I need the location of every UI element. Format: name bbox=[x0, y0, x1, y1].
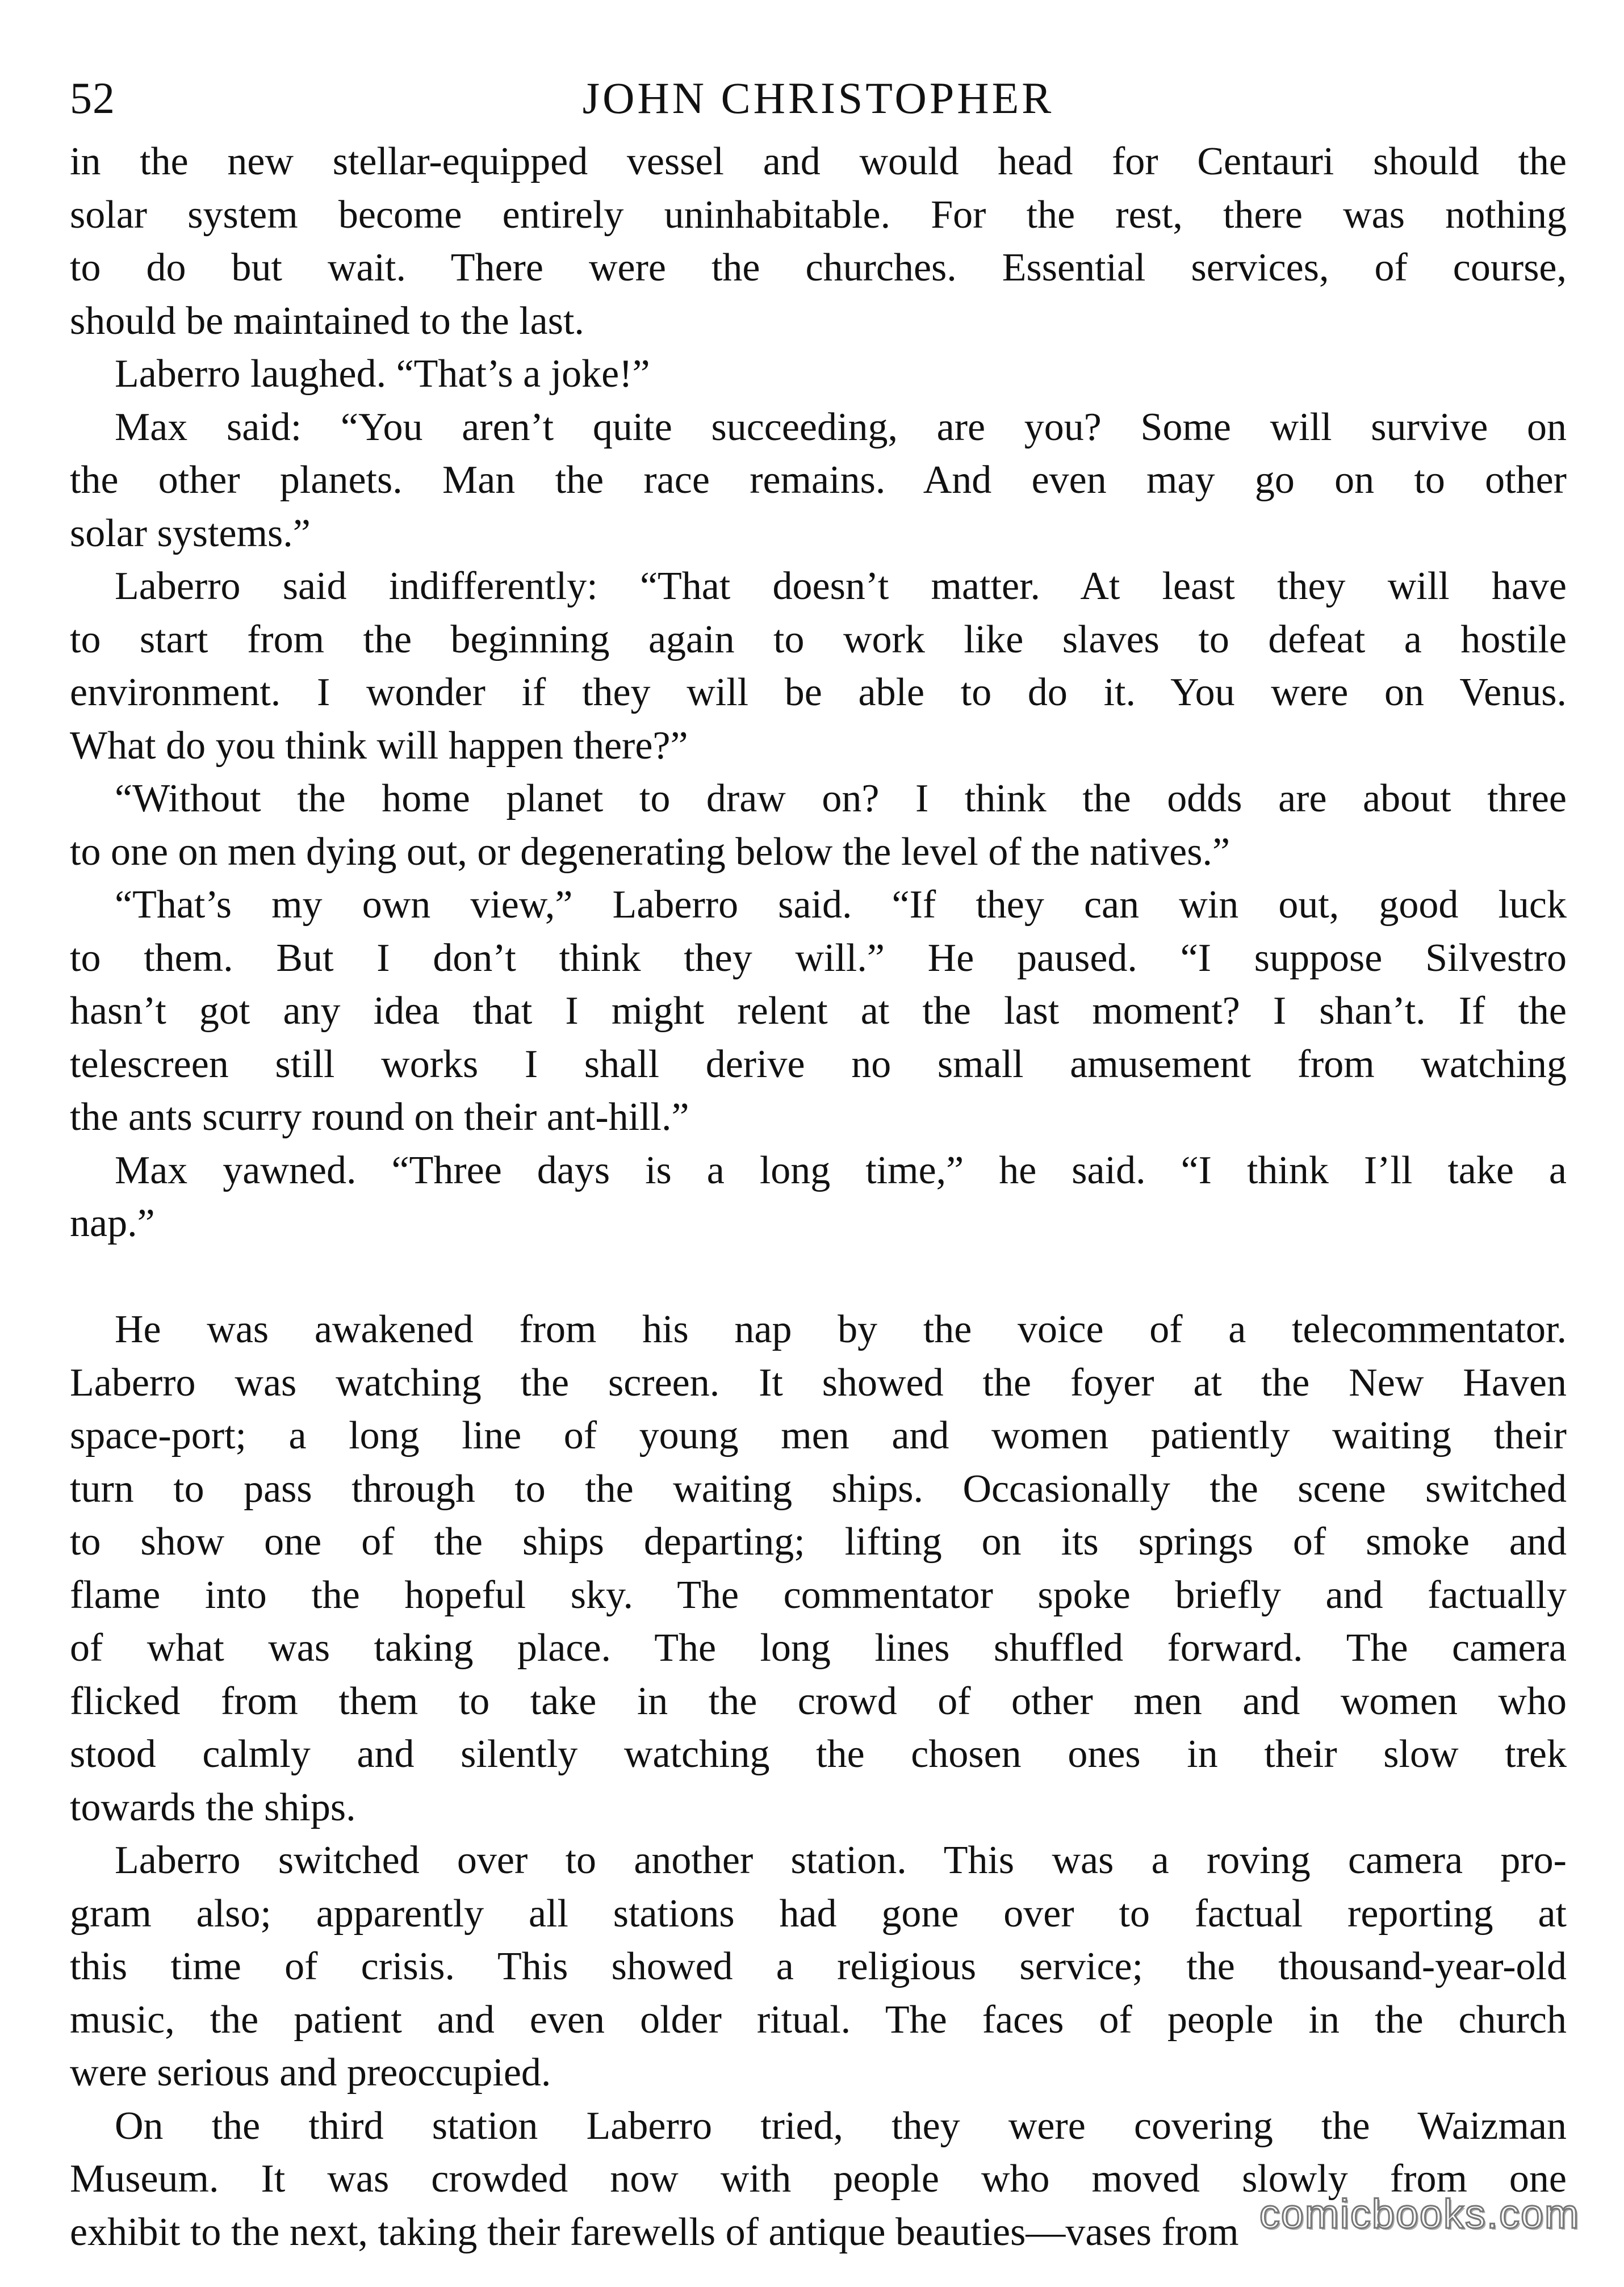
text-line: “That’s my own view,” Laberro said. “If they can win out, good luck bbox=[115, 883, 1567, 927]
text-line: On the third station Laberro tried, they were covering the Waizman bbox=[115, 2104, 1567, 2148]
paragraph bbox=[70, 878, 1567, 1144]
text-line: telescreen still works I shall derive no small amusement from watching bbox=[70, 1042, 1567, 1086]
paragraph bbox=[70, 401, 1567, 560]
text-line: “Without the home planet to draw on? I think the odds are about three bbox=[115, 777, 1567, 820]
text-line: music, the patient and even older ritual. The faces of people in the church bbox=[70, 1997, 1567, 2042]
text-line: the ants scurry round on their ant-hill.” bbox=[70, 1095, 689, 1139]
text-line: in the new stellar-equipped vessel and would head for Centauri should the bbox=[70, 140, 1567, 183]
text-line: to start from the beginning again to work like slaves to defeat a hostile bbox=[70, 617, 1567, 661]
paragraph bbox=[70, 560, 1567, 772]
text-line: the other planets. Man the race remains. And even may go on to other bbox=[70, 458, 1567, 502]
page-number: 52 bbox=[70, 73, 115, 123]
text-line: flicked from them to take in the crowd of other men and women who bbox=[70, 1679, 1567, 1723]
text-line: this time of crisis. This showed a religious service; the thousand-year-old bbox=[70, 1945, 1567, 1988]
text-line: towards the ships. bbox=[70, 1785, 356, 1829]
text-line: solar system become entirely uninhabitable. For the rest, there was nothing bbox=[70, 192, 1567, 237]
text-line: Museum. It was crowded now with people who moved slowly from one bbox=[70, 2157, 1567, 2201]
text-line: hasn’t got any idea that I might relent at the last moment? I shan’t. If the bbox=[70, 989, 1567, 1033]
body-text bbox=[70, 135, 1567, 2259]
text-line: He was awakened from his nap by the voice of a telecommentator. bbox=[115, 1308, 1567, 1351]
paragraph bbox=[70, 1303, 1567, 1834]
text-line: Laberro switched over to another station. This was a roving camera pro- bbox=[115, 1838, 1567, 1882]
paragraph bbox=[70, 135, 1567, 347]
paragraph bbox=[70, 1834, 1567, 2100]
text-line: Laberro said indifferently: “That doesn’t matter. At least they will have bbox=[115, 564, 1567, 608]
paragraph bbox=[70, 347, 1567, 401]
paragraph bbox=[70, 1144, 1567, 1250]
text-line: should be maintained to the last. bbox=[70, 299, 584, 343]
text-line: gram also; apparently all stations had gone over to factual reporting at bbox=[70, 1891, 1567, 1936]
text-line: stood calmly and silently watching the chosen ones in their slow trek bbox=[70, 1732, 1567, 1776]
text-line: environment. I wonder if they will be able to do it. You were on Venus. bbox=[70, 671, 1567, 714]
text-line: flame into the hopeful sky. The commentator spoke briefly and factually bbox=[70, 1573, 1567, 1617]
text-line: space-port; a long line of young men and women patiently waiting their bbox=[70, 1414, 1567, 1457]
text-line: to do but wait. There were the churches. Essential services, of course, bbox=[70, 246, 1567, 290]
text-line: Max said: “You aren’t quite succeeding, are you? Some will survive on bbox=[115, 405, 1567, 449]
running-head-author: JOHN CHRISTOPHER bbox=[582, 73, 1054, 123]
text-line: What do you think will happen there?” bbox=[70, 723, 688, 768]
text-line: to show one of the ships departing; lifting on its springs of smoke and bbox=[70, 1520, 1567, 1564]
text-line: exhibit to the next, taking their farewells of antique beauties—vases from bbox=[70, 2210, 1239, 2254]
text-line: of what was taking place. The long lines shuffled forward. The camera bbox=[70, 1626, 1567, 1670]
text-line: Laberro was watching the screen. It showed the foyer at the New Haven bbox=[70, 1360, 1567, 1405]
text-line: to them. But I don’t think they will.” He paused. “I suppose Silvestro bbox=[70, 936, 1567, 980]
text-line: were serious and preoccupied. bbox=[70, 2051, 551, 2095]
text-line: Max yawned. “Three days is a long time,” he said. “I think I’ll take a bbox=[115, 1148, 1567, 1192]
text-line: solar systems.” bbox=[70, 511, 311, 555]
text-line: turn to pass through to the waiting ships. Occasionally the scene switched bbox=[70, 1467, 1567, 1511]
page-header bbox=[70, 61, 1567, 135]
text-line: Laberro laughed. “That’s a joke!” bbox=[115, 352, 650, 396]
text-line: nap.” bbox=[70, 1201, 155, 1245]
text-line: to one on men dying out, or degenerating below the level of the natives.” bbox=[70, 830, 1230, 874]
watermark-text: comicbooks.com bbox=[1259, 2192, 1580, 2237]
paragraph bbox=[70, 772, 1567, 878]
